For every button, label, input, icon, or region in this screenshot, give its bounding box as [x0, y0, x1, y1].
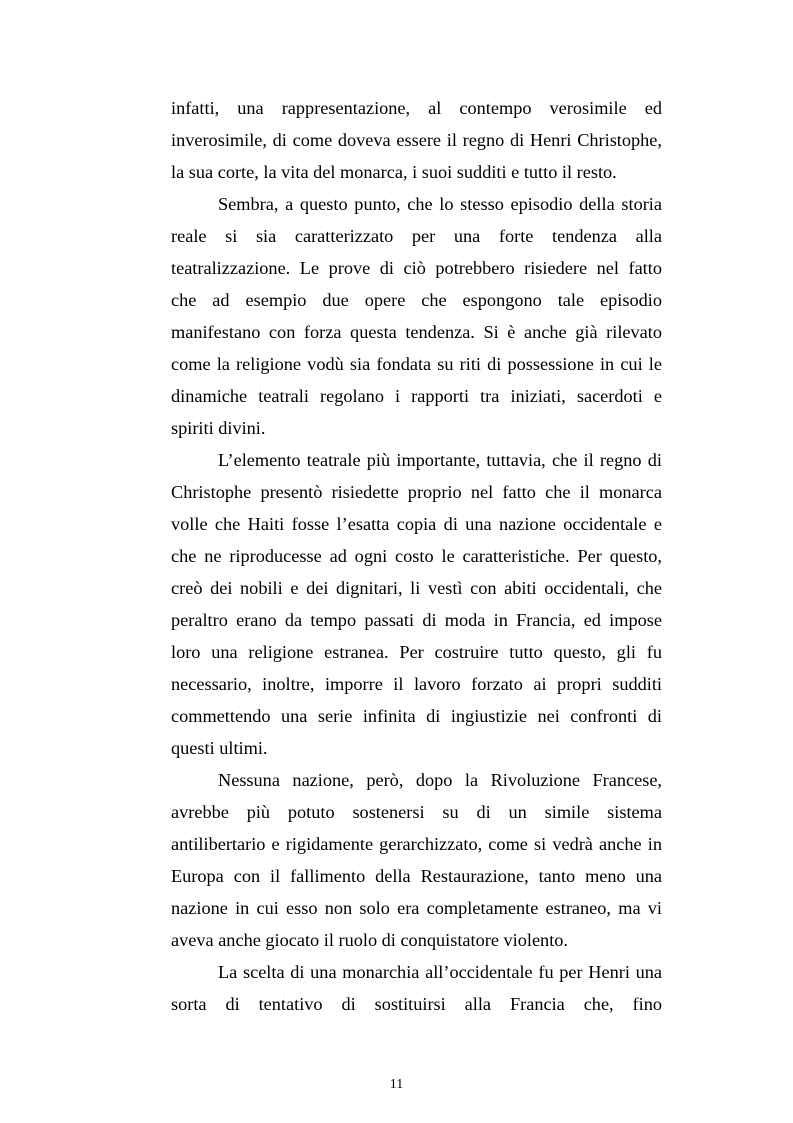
text-line: Nessuna nazione, però, dopo la Rivoluzione Francese, — [218, 770, 662, 790]
text-line: Sembra, a questo punto, che lo stesso episodio della storia — [218, 194, 662, 214]
text-line: nazione in cui esso non solo era completamente estraneo, ma vi — [171, 898, 662, 918]
text-line: Christophe presentò risiedette proprio nel fatto che il monarca — [171, 482, 662, 502]
text-line: necessario, inoltre, imporre il lavoro forzato ai propri sudditi — [171, 674, 662, 694]
text-line: che ad esempio due opere che espongono tale episodio — [171, 290, 662, 310]
text-line: come la religione vodù sia fondata su riti di possessione in cui le — [171, 354, 662, 374]
text-line: loro una religione estranea. Per costruire tutto questo, gli fu — [171, 642, 662, 662]
text-line: sorta di tentativo di sostituirsi alla Francia che, fino — [171, 994, 662, 1014]
text-line: reale si sia caratterizzato per una forte tendenza alla — [171, 226, 662, 246]
text-line: commettendo una serie infinita di ingiustizie nei confronti di — [171, 706, 662, 726]
text-line: inverosimile, di come doveva essere il regno di Henri Christophe, — [171, 130, 662, 150]
text-line: spiriti divini. — [171, 418, 266, 438]
text-line: manifestano con forza questa tendenza. Si è anche già rilevato — [171, 322, 662, 342]
text-line: Europa con il fallimento della Restaurazione, tanto meno una — [171, 866, 662, 886]
text-line: teatralizzazione. Le prove di ciò potrebbero risiedere nel fatto — [171, 258, 662, 278]
text-line: infatti, una rappresentazione, al contempo verosimile ed — [171, 98, 662, 118]
text-line: peraltro erano da tempo passati di moda in Francia, ed impose — [171, 610, 662, 630]
text-line: antilibertario e rigidamente gerarchizzato, come si vedrà anche in — [171, 834, 662, 854]
text-line: che ne riproducesse ad ogni costo le caratteristiche. Per questo, — [171, 546, 662, 566]
body-text — [171, 92, 662, 1020]
text-line: questi ultimi. — [171, 738, 268, 758]
text-line: volle che Haiti fosse l’esatta copia di una nazione occidentale e — [171, 514, 662, 534]
text-line: avrebbe più potuto sostenersi su di un simile sistema — [171, 802, 662, 822]
text-line: La scelta di una monarchia all’occidentale fu per Henri una — [218, 962, 662, 982]
text-line: aveva anche giocato il ruolo di conquistatore violento. — [171, 930, 568, 950]
page-number: 11 — [389, 1077, 404, 1092]
text-line: dinamiche teatrali regolano i rapporti tra iniziati, sacerdoti e — [171, 386, 662, 406]
text-line: creò dei nobili e dei dignitari, li vestì con abiti occidentali, che — [171, 578, 662, 598]
text-line: la sua corte, la vita del monarca, i suoi sudditi e tutto il resto. — [171, 162, 617, 182]
text-line: L’elemento teatrale più importante, tuttavia, che il regno di — [218, 450, 662, 470]
